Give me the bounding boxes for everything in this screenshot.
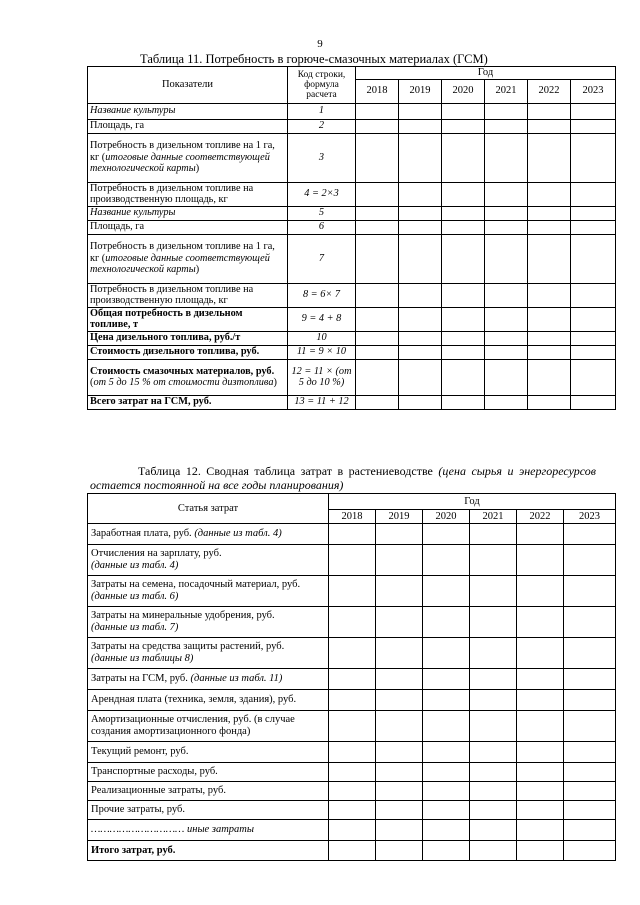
year-value-cell[interactable]: [329, 801, 376, 820]
year-value-cell[interactable]: [329, 763, 376, 782]
indicator-cell: [88, 182, 288, 206]
year-value-cell[interactable]: [571, 133, 616, 182]
cost-item-cell: [88, 763, 329, 782]
year-value-cell[interactable]: [376, 801, 423, 820]
year-value-cell[interactable]: [517, 763, 564, 782]
table12-caption-main: Таблица 12. Сводная таблица затрат в растениеводстве: [138, 464, 439, 478]
year-value-cell[interactable]: [376, 782, 423, 801]
year-value-cell[interactable]: [399, 307, 442, 331]
year-value-cell[interactable]: [517, 711, 564, 742]
year-value-cell[interactable]: [399, 234, 442, 283]
cell-text: Прочие затраты, руб.: [91, 804, 185, 815]
table-row: [88, 782, 616, 801]
year-value-cell[interactable]: [329, 524, 376, 545]
year-value-cell[interactable]: [485, 206, 528, 220]
table-row: [88, 711, 616, 742]
table-row: [88, 545, 616, 576]
year-value-cell[interactable]: [376, 638, 423, 669]
table-row: [88, 119, 616, 133]
year-value-cell[interactable]: [376, 669, 423, 690]
year-value-cell[interactable]: [376, 690, 423, 711]
cell-text: Общая потребность в дизельном топливе, т: [90, 307, 243, 330]
year-value-cell[interactable]: [399, 103, 442, 119]
year-value-cell[interactable]: [442, 307, 485, 331]
cell-text: Потребность в дизельном топливе на 1 га, кг (: [90, 241, 275, 264]
year-value-cell[interactable]: [470, 711, 517, 742]
year-value-cell[interactable]: [517, 607, 564, 638]
year-value-cell[interactable]: [564, 820, 616, 841]
year-value-cell[interactable]: [423, 576, 470, 607]
year-value-cell[interactable]: [329, 841, 376, 861]
code-cell: 11 = 9 × 10: [288, 345, 356, 359]
cell-text: ): [273, 377, 277, 388]
year-value-cell[interactable]: [485, 119, 528, 133]
year-value-cell[interactable]: [528, 234, 571, 283]
cell-text: Потребность в дизельном топливе на 1 га, кг (: [90, 140, 275, 163]
year-value-cell[interactable]: [571, 103, 616, 119]
year-value-cell[interactable]: [571, 182, 616, 206]
indicator-cell: [88, 206, 288, 220]
cell-text: Текущий ремонт, руб.: [91, 746, 189, 757]
year-value-cell[interactable]: [528, 103, 571, 119]
year-value-cell[interactable]: [423, 820, 470, 841]
table11-year-2021: 2021: [485, 79, 528, 103]
code-cell: 9 = 4 + 8: [288, 307, 356, 331]
cell-text: Название культуры: [90, 207, 176, 219]
year-value-cell[interactable]: [571, 206, 616, 220]
indicator-cell: [88, 331, 288, 345]
cell-text: Потребность в дизельном топливе на производственную площадь, кг: [90, 283, 254, 306]
cell-text: Затраты на минеральные удобрения, руб.: [91, 610, 275, 621]
year-value-cell[interactable]: [329, 742, 376, 763]
year-value-cell[interactable]: [399, 359, 442, 395]
table12-caption-note: (цена сырья и энергоресурсов остается постоянной на все годы планирования): [90, 464, 597, 492]
cell-text: Затраты на ГСМ, руб.: [91, 673, 191, 684]
year-value-cell[interactable]: [485, 133, 528, 182]
cell-text: (данные из табл. 7): [91, 622, 179, 633]
table-row: [88, 576, 616, 607]
year-value-cell[interactable]: [329, 607, 376, 638]
table-row: [88, 283, 616, 307]
indicator-cell: [88, 307, 288, 331]
year-value-cell[interactable]: [399, 283, 442, 307]
year-value-cell[interactable]: [517, 545, 564, 576]
year-value-cell[interactable]: [564, 841, 616, 861]
year-value-cell[interactable]: [485, 331, 528, 345]
year-value-cell[interactable]: [564, 742, 616, 763]
year-value-cell[interactable]: [470, 742, 517, 763]
year-value-cell[interactable]: [329, 690, 376, 711]
table-row: [88, 345, 616, 359]
table12-year-2022: 2022: [517, 510, 564, 524]
year-value-cell[interactable]: [423, 524, 470, 545]
year-value-cell[interactable]: [571, 345, 616, 359]
cell-text: (данные из табл. 6): [91, 591, 179, 602]
table-row: [88, 359, 616, 395]
year-value-cell[interactable]: [564, 607, 616, 638]
year-value-cell[interactable]: [485, 345, 528, 359]
year-value-cell[interactable]: [399, 345, 442, 359]
year-value-cell[interactable]: [442, 119, 485, 133]
table-row: [88, 133, 616, 182]
year-value-cell[interactable]: [517, 801, 564, 820]
year-value-cell[interactable]: [564, 690, 616, 711]
indicator-cell: [88, 395, 288, 409]
year-value-cell[interactable]: [376, 576, 423, 607]
year-value-cell[interactable]: [517, 690, 564, 711]
year-value-cell[interactable]: [528, 119, 571, 133]
table12-year-2023: 2023: [564, 510, 616, 524]
cell-text: Арендная плата (техника, земля, здания), руб.: [91, 694, 297, 705]
year-value-cell[interactable]: [442, 103, 485, 119]
cell-text: Площадь, га: [90, 221, 145, 233]
indicator-cell: [88, 103, 288, 119]
year-value-cell[interactable]: [517, 820, 564, 841]
table-row: [88, 690, 616, 711]
cell-text: итоговые данные соответствующей технологической карты: [90, 151, 270, 175]
year-value-cell[interactable]: [399, 119, 442, 133]
code-cell: 6: [288, 220, 356, 234]
cell-text: Реализационные затраты, руб.: [91, 785, 226, 796]
year-value-cell[interactable]: [423, 782, 470, 801]
year-value-cell[interactable]: [528, 345, 571, 359]
year-value-cell[interactable]: [423, 669, 470, 690]
cell-text: (: [90, 377, 94, 388]
year-value-cell[interactable]: [329, 638, 376, 669]
year-value-cell[interactable]: [470, 545, 517, 576]
year-value-cell[interactable]: [356, 359, 399, 395]
table11-caption: Таблица 11. Потребность в горюче-смазочных материалах (ГСМ): [140, 52, 488, 66]
year-value-cell[interactable]: [564, 576, 616, 607]
cell-text: (данные из табл. 4): [91, 560, 179, 571]
table12-year-2020: 2020: [423, 510, 470, 524]
table11-header-indicators: Показатели: [88, 67, 288, 104]
table12-caption: [90, 464, 596, 492]
year-value-cell[interactable]: [528, 206, 571, 220]
table-row: [88, 638, 616, 669]
year-value-cell[interactable]: [376, 524, 423, 545]
cell-text: Затраты на средства защиты растений, руб.: [91, 641, 285, 652]
year-value-cell[interactable]: [356, 283, 399, 307]
cost-item-cell: [88, 742, 329, 763]
table12-header-item: Статья затрат: [88, 494, 329, 524]
year-value-cell[interactable]: [399, 182, 442, 206]
cell-text: от 5 до 15 % от стоимости дизтоплива: [93, 377, 274, 388]
year-value-cell[interactable]: [356, 119, 399, 133]
year-value-cell[interactable]: [423, 841, 470, 861]
indicator-cell: [88, 119, 288, 133]
year-value-cell[interactable]: [376, 711, 423, 742]
year-value-cell[interactable]: [485, 234, 528, 283]
table12-cost-summary: [87, 493, 616, 861]
year-value-cell[interactable]: [564, 638, 616, 669]
year-value-cell[interactable]: [470, 763, 517, 782]
year-value-cell[interactable]: [517, 669, 564, 690]
year-value-cell[interactable]: [470, 524, 517, 545]
year-value-cell[interactable]: [571, 359, 616, 395]
table-row: [88, 395, 616, 409]
year-value-cell[interactable]: [564, 545, 616, 576]
year-value-cell[interactable]: [329, 576, 376, 607]
year-value-cell[interactable]: [376, 607, 423, 638]
year-value-cell[interactable]: [442, 206, 485, 220]
year-value-cell[interactable]: [470, 690, 517, 711]
year-value-cell[interactable]: [442, 133, 485, 182]
year-value-cell[interactable]: [329, 782, 376, 801]
year-value-cell[interactable]: [470, 669, 517, 690]
table-row: [88, 220, 616, 234]
year-value-cell[interactable]: [356, 234, 399, 283]
cell-text: ): [195, 264, 200, 276]
year-value-cell[interactable]: [376, 820, 423, 841]
table12-header-year: Год: [329, 494, 616, 510]
table-row: [88, 234, 616, 283]
year-value-cell[interactable]: [485, 283, 528, 307]
year-value-cell[interactable]: [442, 395, 485, 409]
table-row: [88, 742, 616, 763]
cost-item-cell: [88, 782, 329, 801]
code-cell: 10: [288, 331, 356, 345]
cell-text: Заработная плата, руб.: [91, 528, 195, 539]
cell-text: ………………………… иные затраты: [91, 824, 254, 835]
year-value-cell[interactable]: [564, 801, 616, 820]
table-row: [88, 801, 616, 820]
year-value-cell[interactable]: [329, 711, 376, 742]
year-value-cell[interactable]: [423, 638, 470, 669]
table-row: [88, 820, 616, 841]
code-cell: 12 = 11 × (от 5 до 10 %): [288, 359, 356, 395]
code-cell: 1: [288, 103, 356, 119]
year-value-cell[interactable]: [517, 576, 564, 607]
year-value-cell[interactable]: [485, 307, 528, 331]
cost-item-cell: [88, 638, 329, 669]
year-value-cell[interactable]: [442, 345, 485, 359]
year-value-cell[interactable]: [485, 182, 528, 206]
year-value-cell[interactable]: [423, 607, 470, 638]
year-value-cell[interactable]: [356, 345, 399, 359]
table-row: [88, 307, 616, 331]
code-cell: 13 = 11 + 12: [288, 395, 356, 409]
table-row: [88, 182, 616, 206]
cost-item-cell: [88, 524, 329, 545]
indicator-cell: [88, 283, 288, 307]
year-value-cell[interactable]: [564, 763, 616, 782]
year-value-cell[interactable]: [376, 763, 423, 782]
year-value-cell[interactable]: [517, 742, 564, 763]
year-value-cell[interactable]: [517, 841, 564, 861]
year-value-cell[interactable]: [470, 576, 517, 607]
year-value-cell[interactable]: [571, 234, 616, 283]
year-value-cell[interactable]: [517, 782, 564, 801]
year-value-cell[interactable]: [470, 801, 517, 820]
cell-text: Итого затрат, руб.: [91, 844, 176, 856]
year-value-cell[interactable]: [528, 359, 571, 395]
year-value-cell[interactable]: [564, 524, 616, 545]
cost-item-cell: [88, 607, 329, 638]
table11-header-code: Код строки, формула расчета: [288, 67, 356, 104]
table-row: [88, 841, 616, 861]
page-number: 9: [317, 38, 323, 50]
year-value-cell[interactable]: [329, 820, 376, 841]
year-value-cell[interactable]: [399, 133, 442, 182]
year-value-cell[interactable]: [329, 669, 376, 690]
year-value-cell[interactable]: [356, 220, 399, 234]
cell-text: Потребность в дизельном топливе на производственную площадь, кг: [90, 182, 254, 205]
year-value-cell[interactable]: [356, 103, 399, 119]
table-row: [88, 524, 616, 545]
table12-year-2018: 2018: [329, 510, 376, 524]
indicator-cell: [88, 345, 288, 359]
cost-item-cell: [88, 801, 329, 820]
cost-item-cell: [88, 820, 329, 841]
year-value-cell[interactable]: [356, 395, 399, 409]
year-value-cell[interactable]: [517, 638, 564, 669]
year-value-cell[interactable]: [571, 307, 616, 331]
year-value-cell[interactable]: [423, 711, 470, 742]
table11-year-2023: 2023: [571, 79, 616, 103]
indicator-cell: [88, 133, 288, 182]
year-value-cell[interactable]: [399, 395, 442, 409]
code-cell: 2: [288, 119, 356, 133]
table12-year-2021: 2021: [470, 510, 517, 524]
year-value-cell[interactable]: [485, 395, 528, 409]
year-value-cell[interactable]: [564, 782, 616, 801]
cost-item-cell: [88, 545, 329, 576]
cell-text: Стоимость дизельного топлива, руб.: [90, 346, 260, 358]
cell-text: Название культуры: [90, 105, 176, 117]
year-value-cell[interactable]: [356, 133, 399, 182]
table11-year-2020: 2020: [442, 79, 485, 103]
table11-year-2019: 2019: [399, 79, 442, 103]
year-value-cell[interactable]: [470, 607, 517, 638]
cost-item-cell: [88, 690, 329, 711]
cost-item-cell: [88, 841, 329, 861]
year-value-cell[interactable]: [423, 742, 470, 763]
table-row: [88, 607, 616, 638]
cell-text: Отчисления на зарплату, руб.: [91, 548, 222, 559]
code-cell: 7: [288, 234, 356, 283]
table11-fuel-needs: [87, 66, 616, 410]
table11-header-year: Год: [356, 67, 616, 80]
year-value-cell[interactable]: [376, 545, 423, 576]
year-value-cell[interactable]: [423, 801, 470, 820]
table-row: [88, 763, 616, 782]
year-value-cell[interactable]: [470, 841, 517, 861]
code-cell: 8 = 6× 7: [288, 283, 356, 307]
year-value-cell[interactable]: [571, 283, 616, 307]
year-value-cell[interactable]: [564, 711, 616, 742]
year-value-cell[interactable]: [399, 331, 442, 345]
year-value-cell[interactable]: [470, 820, 517, 841]
cell-text: Цена дизельного топлива, руб./т: [90, 332, 241, 344]
year-value-cell[interactable]: [442, 359, 485, 395]
table-row: [88, 331, 616, 345]
cell-text: (данные из табл. 11): [190, 673, 283, 684]
year-value-cell[interactable]: [442, 283, 485, 307]
cell-text: Затраты на семена, посадочный материал, руб.: [91, 579, 301, 590]
year-value-cell[interactable]: [485, 220, 528, 234]
year-value-cell[interactable]: [528, 133, 571, 182]
year-value-cell[interactable]: [571, 331, 616, 345]
year-value-cell[interactable]: [528, 331, 571, 345]
year-value-cell[interactable]: [571, 220, 616, 234]
cost-item-cell: [88, 576, 329, 607]
year-value-cell[interactable]: [423, 763, 470, 782]
year-value-cell[interactable]: [356, 182, 399, 206]
year-value-cell[interactable]: [329, 545, 376, 576]
year-value-cell[interactable]: [517, 524, 564, 545]
year-value-cell[interactable]: [356, 307, 399, 331]
table11-year-2022: 2022: [528, 79, 571, 103]
table11-year-2018: 2018: [356, 79, 399, 103]
year-value-cell[interactable]: [442, 182, 485, 206]
year-value-cell[interactable]: [470, 638, 517, 669]
code-cell: 3: [288, 133, 356, 182]
cost-item-cell: [88, 669, 329, 690]
year-value-cell[interactable]: [485, 103, 528, 119]
indicator-cell: [88, 359, 288, 395]
code-cell: 5: [288, 206, 356, 220]
cell-text: (данные из таблицы 8): [91, 653, 194, 664]
year-value-cell[interactable]: [442, 331, 485, 345]
year-value-cell[interactable]: [356, 206, 399, 220]
year-value-cell[interactable]: [423, 545, 470, 576]
table12-year-2019: 2019: [376, 510, 423, 524]
table-row: [88, 669, 616, 690]
year-value-cell[interactable]: [442, 220, 485, 234]
cell-text: Транспортные расходы, руб.: [91, 766, 218, 777]
year-value-cell[interactable]: [528, 220, 571, 234]
cell-text: Всего затрат на ГСМ, руб.: [90, 396, 212, 408]
year-value-cell[interactable]: [528, 182, 571, 206]
year-value-cell[interactable]: [528, 283, 571, 307]
year-value-cell[interactable]: [423, 690, 470, 711]
year-value-cell[interactable]: [356, 331, 399, 345]
year-value-cell[interactable]: [571, 395, 616, 409]
code-cell: 4 = 2×3: [288, 182, 356, 206]
year-value-cell[interactable]: [399, 206, 442, 220]
cell-text: Амортизационные отчисления, руб. (в случае создания амортизационного фонда): [91, 714, 295, 737]
year-value-cell[interactable]: [485, 359, 528, 395]
table-row: [88, 103, 616, 119]
year-value-cell[interactable]: [442, 234, 485, 283]
cell-text: (данные из табл. 4): [194, 528, 282, 539]
year-value-cell[interactable]: [528, 395, 571, 409]
year-value-cell[interactable]: [571, 119, 616, 133]
indicator-cell: [88, 220, 288, 234]
year-value-cell[interactable]: [399, 220, 442, 234]
cell-text: Площадь, га: [90, 120, 145, 132]
table-row: [88, 206, 616, 220]
year-value-cell[interactable]: [470, 782, 517, 801]
indicator-cell: [88, 234, 288, 283]
cell-text: Стоимость смазочных материалов, руб.: [90, 365, 275, 377]
year-value-cell[interactable]: [376, 841, 423, 861]
cell-text: ): [195, 163, 200, 175]
year-value-cell[interactable]: [376, 742, 423, 763]
cost-item-cell: [88, 711, 329, 742]
year-value-cell[interactable]: [564, 669, 616, 690]
cell-text: итоговые данные соответствующей технологической карты: [90, 252, 270, 276]
year-value-cell[interactable]: [528, 307, 571, 331]
